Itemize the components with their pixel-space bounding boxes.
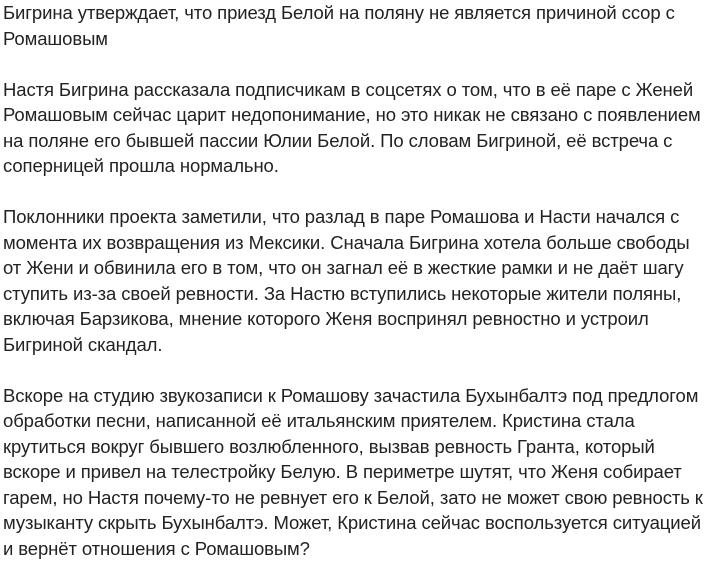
article-paragraph-3: Вскоре на студию звукозаписи к Ромашову зачастила Бухынбалтэ под предлогом обработки песни, написанной её итальянским приятелем. Кристина стала крутиться вокруг бывшего возлюбленного, вызвав ревность Гранта, который вскоре и привел на телестройку Белую. В периметре шутят, что Женя собирает гарем, но Настя почему-то не ревнует его к Белой, зато не может свою ревность к музыканту скрыть Бухынбалтэ. Может, Кристина сейчас воспользуется ситуацией и вернёт отношения с Ромашовым?	[3, 384, 703, 559]
article-paragraph-1: Настя Бигрина рассказала подписчикам в соцсетях о том, что в её паре с Женей Ромашовым сейчас царит недопонимание, но это никак не связано с появлением на поляне его бывшей пассии Юлии Белой. По словам Бигриной, её встреча с соперницей прошла нормально.	[3, 78, 701, 176]
article-title: Бигрина утверждает, что приезд Белой на поляну не является причиной ссор с Ромашовым	[3, 2, 675, 49]
article-paragraph-2: Поклонники проекта заметили, что разлад в паре Ромашова и Насти начался с момента их возвращения из Мексики. Сначала Бигрина хотела больше свободы от Жени и обвинила его в том, что он загнал её в жесткие рамки и не даёт шагу ступить из-за своей ревности. За Настю вступились некоторые жители поляны, включая Барзикова, мнение которого Женя воспринял ревностно и устроил Бигриной скандал.	[3, 206, 690, 355]
